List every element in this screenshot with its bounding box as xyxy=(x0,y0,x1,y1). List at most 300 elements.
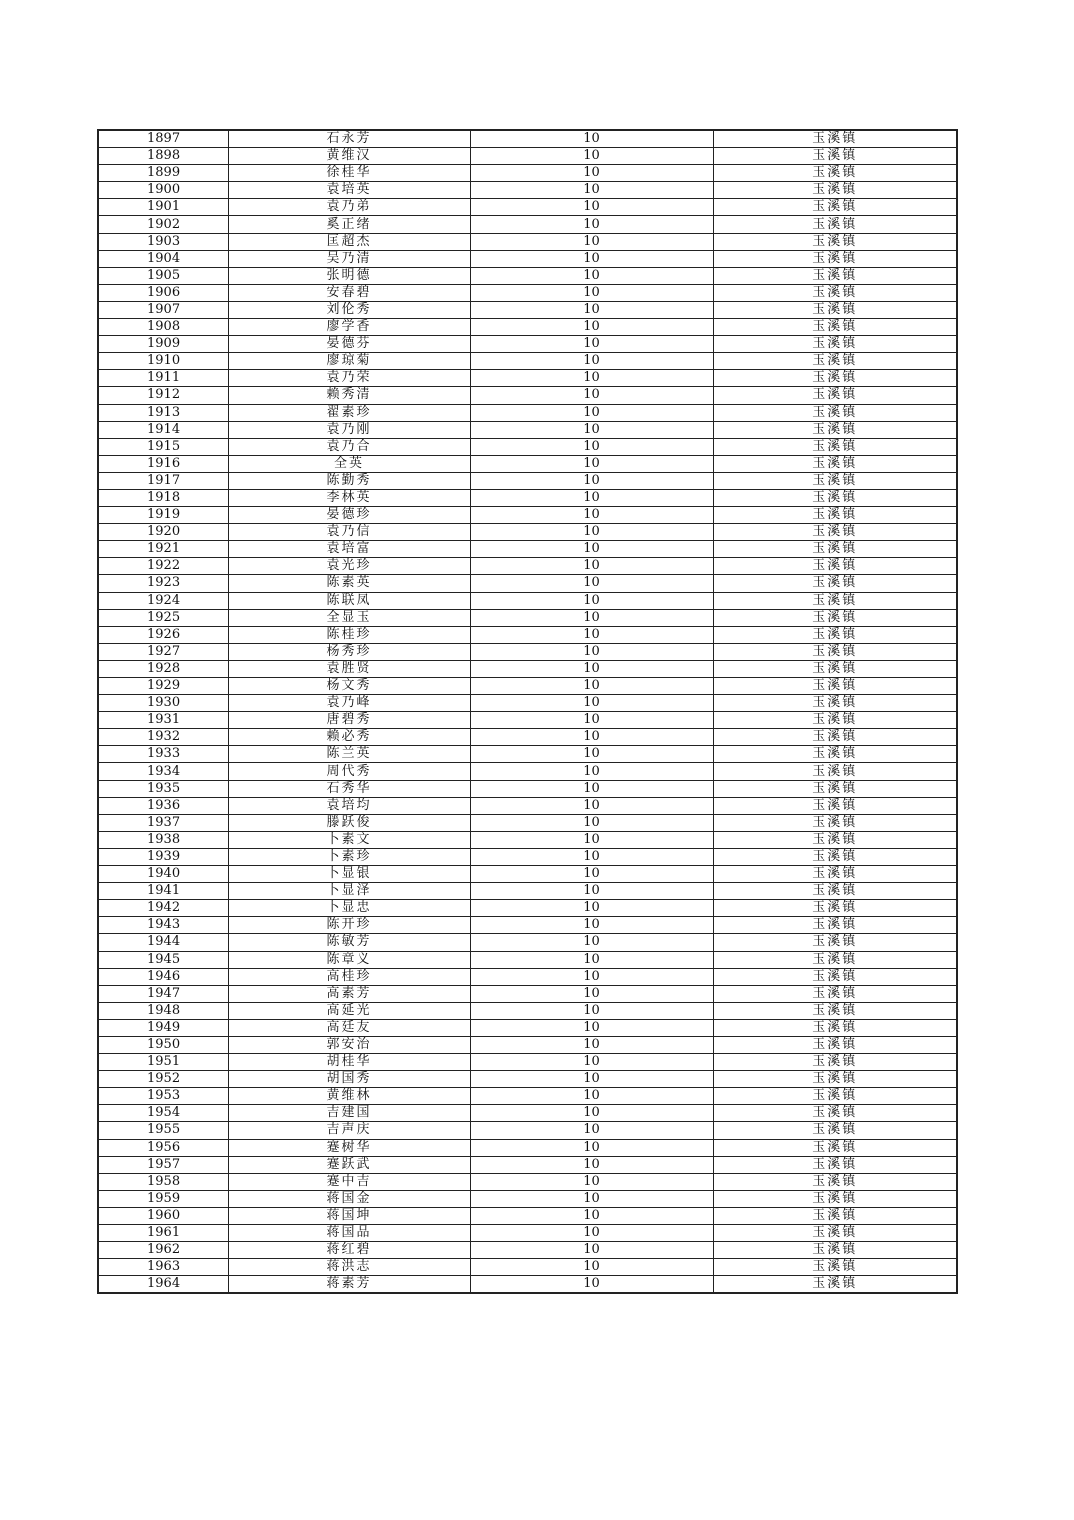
cell-town: 玉溪镇 xyxy=(713,353,957,370)
cell-person-name: 匡超杰 xyxy=(228,233,470,250)
cell-person-name: 高延光 xyxy=(228,1002,470,1019)
cell-town: 玉溪镇 xyxy=(713,712,957,729)
table-row xyxy=(98,353,957,370)
cell-person-name: 袁乃合 xyxy=(228,438,470,455)
cell-amount: 10 xyxy=(470,985,713,1002)
cell-amount: 10 xyxy=(470,934,713,951)
cell-sequence-number: 1962 xyxy=(98,1242,228,1259)
table-row xyxy=(98,1122,957,1139)
table-row xyxy=(98,985,957,1002)
table-row xyxy=(98,609,957,626)
table-row xyxy=(98,917,957,934)
cell-town: 玉溪镇 xyxy=(713,387,957,404)
cell-sequence-number: 1945 xyxy=(98,951,228,968)
cell-amount: 10 xyxy=(470,1122,713,1139)
table-row xyxy=(98,695,957,712)
table-row xyxy=(98,763,957,780)
cell-person-name: 全英 xyxy=(228,455,470,472)
cell-amount: 10 xyxy=(470,319,713,336)
data-table xyxy=(97,129,958,1294)
table-row xyxy=(98,1036,957,1053)
cell-town: 玉溪镇 xyxy=(713,1002,957,1019)
cell-town: 玉溪镇 xyxy=(713,1088,957,1105)
cell-town: 玉溪镇 xyxy=(713,1139,957,1156)
cell-town: 玉溪镇 xyxy=(713,558,957,575)
cell-amount: 10 xyxy=(470,1105,713,1122)
table-row xyxy=(98,438,957,455)
cell-amount: 10 xyxy=(470,130,713,148)
table-row xyxy=(98,148,957,165)
cell-amount: 10 xyxy=(470,404,713,421)
cell-amount: 10 xyxy=(470,866,713,883)
cell-town: 玉溪镇 xyxy=(713,831,957,848)
table-row xyxy=(98,729,957,746)
cell-town: 玉溪镇 xyxy=(713,626,957,643)
cell-person-name: 袁培均 xyxy=(228,797,470,814)
cell-town: 玉溪镇 xyxy=(713,609,957,626)
cell-town: 玉溪镇 xyxy=(713,1156,957,1173)
cell-amount: 10 xyxy=(470,1036,713,1053)
cell-person-name: 赖秀清 xyxy=(228,387,470,404)
table-row xyxy=(98,643,957,660)
cell-sequence-number: 1922 xyxy=(98,558,228,575)
cell-town: 玉溪镇 xyxy=(713,267,957,284)
table-row xyxy=(98,267,957,284)
cell-amount: 10 xyxy=(470,797,713,814)
cell-amount: 10 xyxy=(470,199,713,216)
cell-sequence-number: 1946 xyxy=(98,968,228,985)
cell-person-name: 蹇树华 xyxy=(228,1139,470,1156)
cell-town: 玉溪镇 xyxy=(713,917,957,934)
cell-person-name: 赖必秀 xyxy=(228,729,470,746)
cell-town: 玉溪镇 xyxy=(713,660,957,677)
table-row xyxy=(98,1225,957,1242)
cell-person-name: 蒋素芳 xyxy=(228,1276,470,1294)
cell-town: 玉溪镇 xyxy=(713,763,957,780)
cell-person-name: 蹇中吉 xyxy=(228,1173,470,1190)
cell-sequence-number: 1908 xyxy=(98,319,228,336)
table-row xyxy=(98,541,957,558)
cell-sequence-number: 1936 xyxy=(98,797,228,814)
cell-town: 玉溪镇 xyxy=(713,1190,957,1207)
table-row xyxy=(98,250,957,267)
cell-person-name: 吴乃清 xyxy=(228,250,470,267)
cell-amount: 10 xyxy=(470,1088,713,1105)
cell-town: 玉溪镇 xyxy=(713,1122,957,1139)
cell-person-name: 陈素英 xyxy=(228,575,470,592)
table-row xyxy=(98,1190,957,1207)
table-row xyxy=(98,387,957,404)
cell-sequence-number: 1941 xyxy=(98,883,228,900)
cell-town: 玉溪镇 xyxy=(713,1019,957,1036)
cell-person-name: 李林英 xyxy=(228,489,470,506)
cell-amount: 10 xyxy=(470,900,713,917)
cell-sequence-number: 1944 xyxy=(98,934,228,951)
cell-person-name: 袁乃弟 xyxy=(228,199,470,216)
table-row xyxy=(98,404,957,421)
table-row xyxy=(98,1139,957,1156)
cell-person-name: 石秀华 xyxy=(228,780,470,797)
cell-amount: 10 xyxy=(470,233,713,250)
cell-person-name: 周代秀 xyxy=(228,763,470,780)
cell-amount: 10 xyxy=(470,1071,713,1088)
cell-amount: 10 xyxy=(470,917,713,934)
cell-sequence-number: 1915 xyxy=(98,438,228,455)
table-row xyxy=(98,1002,957,1019)
cell-town: 玉溪镇 xyxy=(713,678,957,695)
cell-person-name: 袁培英 xyxy=(228,182,470,199)
cell-sequence-number: 1902 xyxy=(98,216,228,233)
cell-sequence-number: 1931 xyxy=(98,712,228,729)
cell-sequence-number: 1939 xyxy=(98,848,228,865)
cell-sequence-number: 1929 xyxy=(98,678,228,695)
cell-sequence-number: 1919 xyxy=(98,507,228,524)
cell-sequence-number: 1940 xyxy=(98,866,228,883)
cell-town: 玉溪镇 xyxy=(713,746,957,763)
cell-amount: 10 xyxy=(470,1190,713,1207)
cell-sequence-number: 1905 xyxy=(98,267,228,284)
cell-town: 玉溪镇 xyxy=(713,643,957,660)
table-row xyxy=(98,1071,957,1088)
table-row xyxy=(98,678,957,695)
cell-town: 玉溪镇 xyxy=(713,934,957,951)
cell-amount: 10 xyxy=(470,1139,713,1156)
cell-person-name: 廖学香 xyxy=(228,319,470,336)
table-row xyxy=(98,660,957,677)
table-row xyxy=(98,1019,957,1036)
cell-town: 玉溪镇 xyxy=(713,592,957,609)
cell-person-name: 蒋红碧 xyxy=(228,1242,470,1259)
cell-person-name: 张明德 xyxy=(228,267,470,284)
table-row xyxy=(98,968,957,985)
cell-town: 玉溪镇 xyxy=(713,985,957,1002)
cell-amount: 10 xyxy=(470,592,713,609)
cell-person-name: 卜显银 xyxy=(228,866,470,883)
cell-person-name: 袁乃信 xyxy=(228,524,470,541)
table-row xyxy=(98,1259,957,1276)
cell-town: 玉溪镇 xyxy=(713,1225,957,1242)
cell-person-name: 袁乃峰 xyxy=(228,695,470,712)
cell-sequence-number: 1950 xyxy=(98,1036,228,1053)
table-row xyxy=(98,712,957,729)
cell-sequence-number: 1954 xyxy=(98,1105,228,1122)
cell-sequence-number: 1910 xyxy=(98,353,228,370)
cell-amount: 10 xyxy=(470,575,713,592)
table-row xyxy=(98,130,957,148)
cell-sequence-number: 1932 xyxy=(98,729,228,746)
cell-amount: 10 xyxy=(470,1259,713,1276)
cell-town: 玉溪镇 xyxy=(713,1105,957,1122)
cell-sequence-number: 1964 xyxy=(98,1276,228,1294)
cell-town: 玉溪镇 xyxy=(713,421,957,438)
cell-town: 玉溪镇 xyxy=(713,1036,957,1053)
table-row xyxy=(98,301,957,318)
cell-amount: 10 xyxy=(470,182,713,199)
cell-person-name: 石永芳 xyxy=(228,130,470,148)
cell-amount: 10 xyxy=(470,1276,713,1294)
table-row xyxy=(98,951,957,968)
cell-sequence-number: 1897 xyxy=(98,130,228,148)
cell-person-name: 袁光珍 xyxy=(228,558,470,575)
cell-amount: 10 xyxy=(470,489,713,506)
table-row xyxy=(98,1088,957,1105)
cell-amount: 10 xyxy=(470,626,713,643)
cell-town: 玉溪镇 xyxy=(713,797,957,814)
cell-town: 玉溪镇 xyxy=(713,1054,957,1071)
cell-sequence-number: 1942 xyxy=(98,900,228,917)
table-row xyxy=(98,1276,957,1294)
cell-person-name: 陈敏芳 xyxy=(228,934,470,951)
table-row xyxy=(98,524,957,541)
cell-town: 玉溪镇 xyxy=(713,541,957,558)
cell-town: 玉溪镇 xyxy=(713,968,957,985)
cell-town: 玉溪镇 xyxy=(713,1276,957,1294)
cell-person-name: 袁乃荣 xyxy=(228,370,470,387)
table-row xyxy=(98,336,957,353)
table-row xyxy=(98,626,957,643)
cell-person-name: 蒋国坤 xyxy=(228,1207,470,1224)
table-row xyxy=(98,1105,957,1122)
table-row xyxy=(98,575,957,592)
cell-person-name: 滕跃俊 xyxy=(228,814,470,831)
cell-town: 玉溪镇 xyxy=(713,165,957,182)
cell-town: 玉溪镇 xyxy=(713,1071,957,1088)
cell-town: 玉溪镇 xyxy=(713,848,957,865)
cell-person-name: 陈兰英 xyxy=(228,746,470,763)
cell-town: 玉溪镇 xyxy=(713,216,957,233)
cell-person-name: 袁胜贤 xyxy=(228,660,470,677)
cell-amount: 10 xyxy=(470,148,713,165)
cell-town: 玉溪镇 xyxy=(713,233,957,250)
cell-town: 玉溪镇 xyxy=(713,404,957,421)
cell-person-name: 袁培富 xyxy=(228,541,470,558)
cell-sequence-number: 1960 xyxy=(98,1207,228,1224)
table-row xyxy=(98,284,957,301)
cell-sequence-number: 1955 xyxy=(98,1122,228,1139)
cell-sequence-number: 1958 xyxy=(98,1173,228,1190)
cell-sequence-number: 1935 xyxy=(98,780,228,797)
cell-amount: 10 xyxy=(470,643,713,660)
cell-person-name: 胡桂华 xyxy=(228,1054,470,1071)
cell-person-name: 廖琼菊 xyxy=(228,353,470,370)
table-row xyxy=(98,1156,957,1173)
cell-person-name: 黄维汉 xyxy=(228,148,470,165)
cell-sequence-number: 1947 xyxy=(98,985,228,1002)
cell-person-name: 安春碧 xyxy=(228,284,470,301)
table-row xyxy=(98,1054,957,1071)
cell-sequence-number: 1911 xyxy=(98,370,228,387)
cell-person-name: 胡国秀 xyxy=(228,1071,470,1088)
cell-town: 玉溪镇 xyxy=(713,250,957,267)
cell-sequence-number: 1928 xyxy=(98,660,228,677)
cell-sequence-number: 1918 xyxy=(98,489,228,506)
cell-amount: 10 xyxy=(470,1156,713,1173)
cell-town: 玉溪镇 xyxy=(713,472,957,489)
table-row xyxy=(98,1173,957,1190)
cell-sequence-number: 1923 xyxy=(98,575,228,592)
cell-sequence-number: 1952 xyxy=(98,1071,228,1088)
cell-person-name: 全显玉 xyxy=(228,609,470,626)
cell-person-name: 陈勤秀 xyxy=(228,472,470,489)
cell-sequence-number: 1943 xyxy=(98,917,228,934)
table-row xyxy=(98,831,957,848)
cell-sequence-number: 1898 xyxy=(98,148,228,165)
cell-town: 玉溪镇 xyxy=(713,301,957,318)
cell-amount: 10 xyxy=(470,267,713,284)
cell-person-name: 黄维林 xyxy=(228,1088,470,1105)
cell-amount: 10 xyxy=(470,541,713,558)
cell-person-name: 杨文秀 xyxy=(228,678,470,695)
cell-person-name: 晏德珍 xyxy=(228,507,470,524)
cell-town: 玉溪镇 xyxy=(713,199,957,216)
cell-amount: 10 xyxy=(470,353,713,370)
table-row xyxy=(98,934,957,951)
cell-sequence-number: 1927 xyxy=(98,643,228,660)
table-row xyxy=(98,900,957,917)
table-row xyxy=(98,165,957,182)
cell-amount: 10 xyxy=(470,301,713,318)
cell-town: 玉溪镇 xyxy=(713,695,957,712)
cell-amount: 10 xyxy=(470,660,713,677)
table-row xyxy=(98,233,957,250)
cell-town: 玉溪镇 xyxy=(713,1207,957,1224)
cell-town: 玉溪镇 xyxy=(713,507,957,524)
cell-amount: 10 xyxy=(470,421,713,438)
cell-sequence-number: 1921 xyxy=(98,541,228,558)
cell-sequence-number: 1938 xyxy=(98,831,228,848)
cell-sequence-number: 1953 xyxy=(98,1088,228,1105)
cell-town: 玉溪镇 xyxy=(713,866,957,883)
table-row xyxy=(98,866,957,883)
table-row xyxy=(98,746,957,763)
table-row xyxy=(98,848,957,865)
cell-amount: 10 xyxy=(470,438,713,455)
cell-amount: 10 xyxy=(470,1054,713,1071)
cell-town: 玉溪镇 xyxy=(713,438,957,455)
table-row xyxy=(98,182,957,199)
cell-person-name: 吉声庆 xyxy=(228,1122,470,1139)
cell-amount: 10 xyxy=(470,712,713,729)
cell-amount: 10 xyxy=(470,609,713,626)
cell-amount: 10 xyxy=(470,831,713,848)
cell-person-name: 陈桂珍 xyxy=(228,626,470,643)
cell-sequence-number: 1909 xyxy=(98,336,228,353)
cell-person-name: 卜显忠 xyxy=(228,900,470,917)
cell-sequence-number: 1906 xyxy=(98,284,228,301)
cell-town: 玉溪镇 xyxy=(713,575,957,592)
cell-amount: 10 xyxy=(470,336,713,353)
cell-town: 玉溪镇 xyxy=(713,729,957,746)
cell-person-name: 高素芳 xyxy=(228,985,470,1002)
cell-town: 玉溪镇 xyxy=(713,1173,957,1190)
table-row xyxy=(98,507,957,524)
cell-town: 玉溪镇 xyxy=(713,951,957,968)
cell-sequence-number: 1948 xyxy=(98,1002,228,1019)
cell-amount: 10 xyxy=(470,1242,713,1259)
cell-town: 玉溪镇 xyxy=(713,284,957,301)
cell-sequence-number: 1901 xyxy=(98,199,228,216)
cell-amount: 10 xyxy=(470,780,713,797)
cell-person-name: 陈联凤 xyxy=(228,592,470,609)
table-row xyxy=(98,489,957,506)
cell-sequence-number: 1900 xyxy=(98,182,228,199)
cell-town: 玉溪镇 xyxy=(713,814,957,831)
cell-amount: 10 xyxy=(470,968,713,985)
cell-amount: 10 xyxy=(470,455,713,472)
cell-amount: 10 xyxy=(470,1019,713,1036)
table-row xyxy=(98,592,957,609)
cell-amount: 10 xyxy=(470,284,713,301)
cell-sequence-number: 1930 xyxy=(98,695,228,712)
cell-town: 玉溪镇 xyxy=(713,780,957,797)
cell-town: 玉溪镇 xyxy=(713,883,957,900)
table-row xyxy=(98,472,957,489)
cell-sequence-number: 1912 xyxy=(98,387,228,404)
cell-person-name: 刘伦秀 xyxy=(228,301,470,318)
cell-sequence-number: 1949 xyxy=(98,1019,228,1036)
table-row xyxy=(98,1242,957,1259)
cell-sequence-number: 1916 xyxy=(98,455,228,472)
cell-person-name: 郭安治 xyxy=(228,1036,470,1053)
cell-sequence-number: 1924 xyxy=(98,592,228,609)
cell-town: 玉溪镇 xyxy=(713,319,957,336)
cell-person-name: 晏德芬 xyxy=(228,336,470,353)
cell-town: 玉溪镇 xyxy=(713,489,957,506)
cell-person-name: 高桂珍 xyxy=(228,968,470,985)
cell-town: 玉溪镇 xyxy=(713,900,957,917)
cell-sequence-number: 1933 xyxy=(98,746,228,763)
cell-sequence-number: 1904 xyxy=(98,250,228,267)
cell-amount: 10 xyxy=(470,387,713,404)
cell-person-name: 奚正绪 xyxy=(228,216,470,233)
cell-person-name: 徐桂华 xyxy=(228,165,470,182)
cell-amount: 10 xyxy=(470,763,713,780)
cell-sequence-number: 1926 xyxy=(98,626,228,643)
cell-town: 玉溪镇 xyxy=(713,336,957,353)
cell-sequence-number: 1963 xyxy=(98,1259,228,1276)
cell-person-name: 蹇跃武 xyxy=(228,1156,470,1173)
cell-amount: 10 xyxy=(470,1225,713,1242)
cell-amount: 10 xyxy=(470,814,713,831)
cell-sequence-number: 1925 xyxy=(98,609,228,626)
cell-person-name: 吉建国 xyxy=(228,1105,470,1122)
table-body xyxy=(98,130,957,1293)
cell-amount: 10 xyxy=(470,370,713,387)
cell-sequence-number: 1903 xyxy=(98,233,228,250)
cell-amount: 10 xyxy=(470,883,713,900)
cell-sequence-number: 1899 xyxy=(98,165,228,182)
cell-amount: 10 xyxy=(470,746,713,763)
cell-amount: 10 xyxy=(470,472,713,489)
cell-person-name: 唐碧秀 xyxy=(228,712,470,729)
cell-town: 玉溪镇 xyxy=(713,524,957,541)
cell-town: 玉溪镇 xyxy=(713,370,957,387)
cell-town: 玉溪镇 xyxy=(713,455,957,472)
cell-amount: 10 xyxy=(470,216,713,233)
cell-sequence-number: 1951 xyxy=(98,1054,228,1071)
cell-amount: 10 xyxy=(470,1173,713,1190)
cell-sequence-number: 1956 xyxy=(98,1139,228,1156)
cell-person-name: 陈章义 xyxy=(228,951,470,968)
cell-amount: 10 xyxy=(470,165,713,182)
cell-sequence-number: 1961 xyxy=(98,1225,228,1242)
cell-person-name: 卜素文 xyxy=(228,831,470,848)
cell-amount: 10 xyxy=(470,1207,713,1224)
cell-town: 玉溪镇 xyxy=(713,130,957,148)
cell-sequence-number: 1920 xyxy=(98,524,228,541)
table-row xyxy=(98,370,957,387)
cell-person-name: 蒋洪志 xyxy=(228,1259,470,1276)
